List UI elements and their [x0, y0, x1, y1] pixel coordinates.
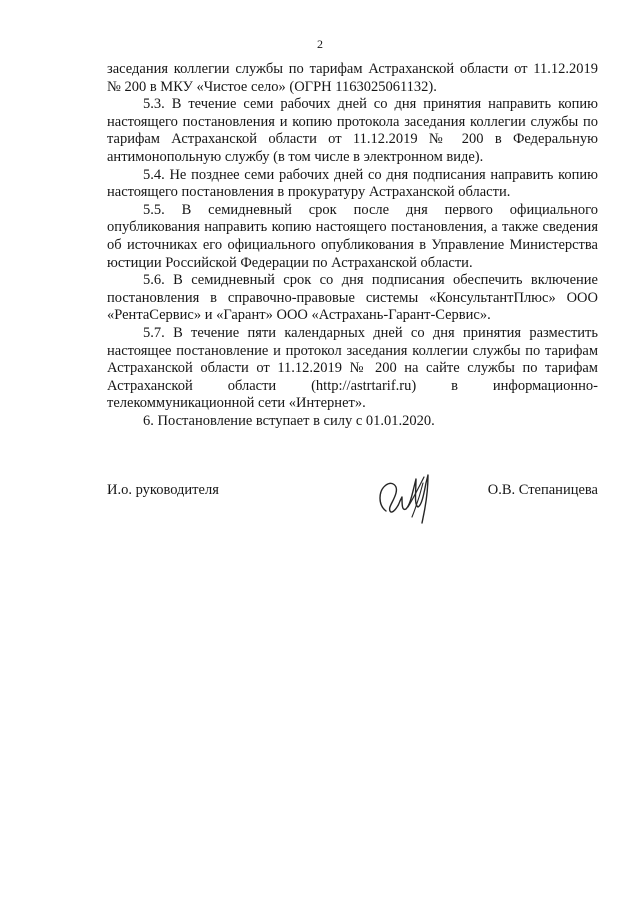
paragraph-5-3: 5.3. В течение семи рабочих дней со дня принятия направить копию настоящего постановления и копию протокола заседания коллегии службы по тарифам Астраханской области от 11.12.2019 № 200 в Федеральную антимонопольную службу (в том числе в электронном виде). — [107, 96, 598, 165]
paragraph-5-7: 5.7. В течение пяти календарных дней со дня принятия разместить настоящее постановление и протокол заседания коллегии службы по тарифам Астраханской области от 11.12.2019 № 200 на сайте службы по тарифам Астраханской области (http://astrtarif.ru) в информационно-телекоммуникационной сети «Интернет». — [107, 324, 598, 412]
signature-block — [107, 467, 598, 527]
paragraph-continuation: заседания коллегии службы по тарифам Астраханской области от 11.12.2019 № 200 в МКУ «Чистое село» (ОГРН 1163025061132). — [107, 61, 598, 95]
page-number: 2 — [317, 37, 323, 51]
signatory-name: О.В. Степаницева — [487, 482, 598, 498]
handwritten-signature — [372, 467, 440, 527]
paragraph-5-6: 5.6. В семидневный срок со дня подписания обеспечить включение постановления в справочно-правовые системы «КонсультантПлюс» ООО «РентаСервис» и «Гарант» ООО «Астрахань-Гарант-Сервис». — [107, 272, 598, 324]
document-body — [107, 61, 598, 430]
signatory-position: И.о. руководителя — [107, 482, 219, 498]
paragraph-5-5: 5.5. В семидневный срок после дня первого официального опубликования направить копию настоящего постановления, а также сведения об источниках его официального опубликования в Управление Министерства юстиции Российской Федерации по Астраханской области. — [107, 201, 598, 271]
paragraph-6: 6. Постановление вступает в силу с 01.01.2020. — [143, 412, 435, 429]
paragraph-5-4: 5.4. Не позднее семи рабочих дней со дня подписания направить копию настоящего постановления в прокуратуру Астраханской области. — [107, 166, 598, 201]
